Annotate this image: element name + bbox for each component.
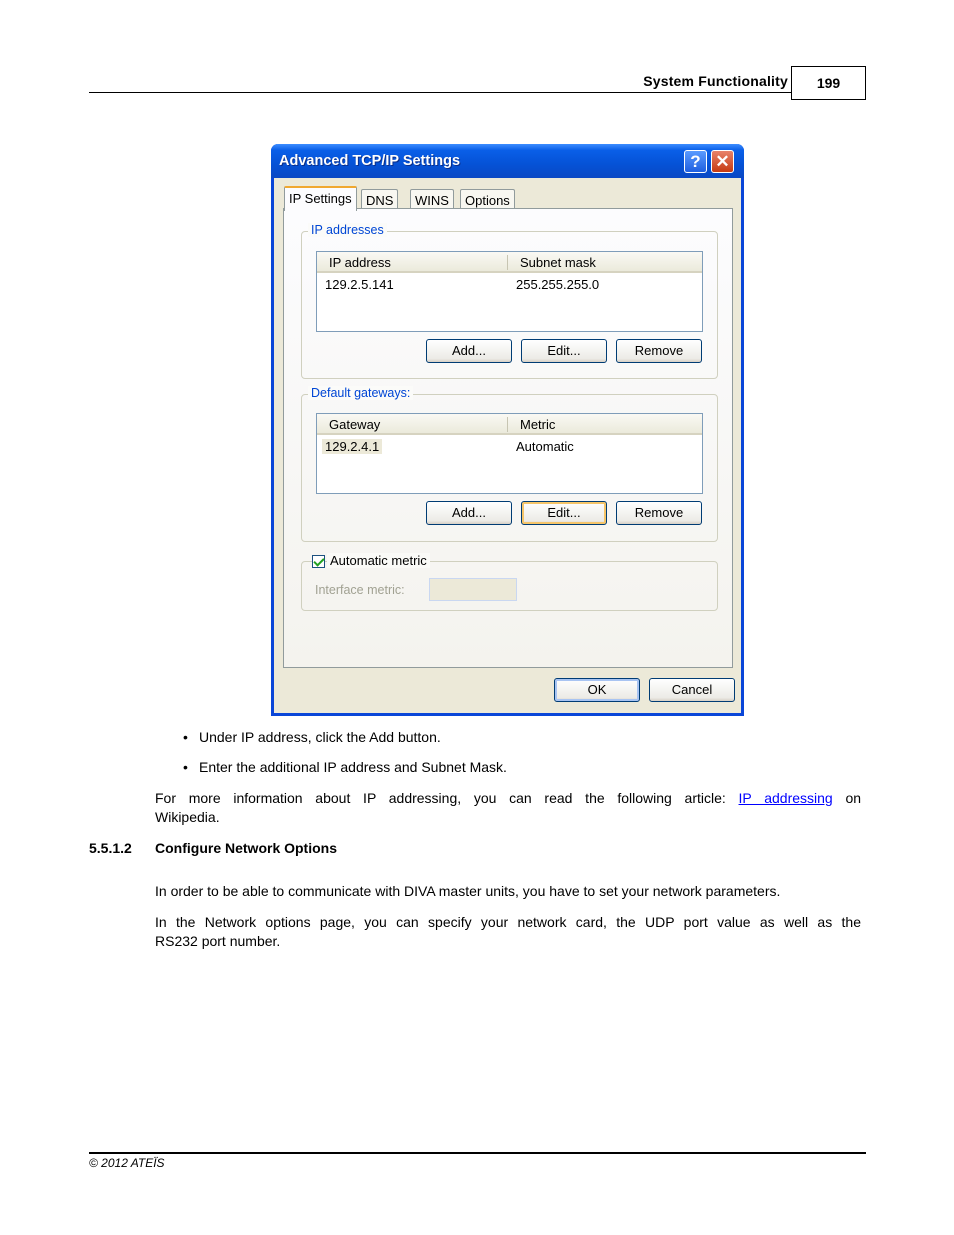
header-rule xyxy=(89,92,791,93)
column-separator xyxy=(507,417,508,432)
gateway-cell[interactable]: 129.2.4.1 xyxy=(322,439,382,454)
gateway-list[interactable] xyxy=(316,413,703,494)
ip-settings-panel xyxy=(283,208,733,668)
dialog-titlebar[interactable] xyxy=(271,144,744,178)
tab-ip-settings[interactable]: IP Settings xyxy=(284,186,357,211)
close-icon[interactable]: ✕ xyxy=(711,150,734,173)
gateway-edit-button[interactable]: Edit... xyxy=(521,501,607,525)
section-number: 5.5.1.2 xyxy=(89,840,132,856)
footer-copyright: © 2012 ATEÏS xyxy=(89,1156,165,1170)
info-text: For more information about IP addressing, you can read the following article: xyxy=(155,790,726,806)
info-line-2: Wikipedia. xyxy=(155,809,220,825)
footer-rule xyxy=(89,1152,866,1154)
ip-address-list[interactable] xyxy=(316,251,703,332)
advanced-tcpip-dialog xyxy=(271,144,744,716)
network-line-1: In the Network options page, you can specify your network card, the UDP port value as well as the xyxy=(155,914,861,930)
column-separator xyxy=(507,255,508,270)
info-line-1 xyxy=(155,789,861,808)
bullet-item xyxy=(184,759,507,775)
ok-button[interactable]: OK xyxy=(554,678,640,702)
page-number: 199 xyxy=(791,66,866,100)
gateway-remove-button[interactable]: Remove xyxy=(616,501,702,525)
dialog-title: Advanced TCP/IP Settings xyxy=(279,153,461,169)
network-line-2: RS232 port number. xyxy=(155,933,281,949)
bullet-text: Under IP address, click the Add button. xyxy=(199,729,441,745)
ip-list-header xyxy=(317,252,702,273)
interface-metric-label: Interface metric: xyxy=(315,583,405,597)
column-metric[interactable]: Metric xyxy=(520,417,556,432)
ip-edit-button[interactable]: Edit... xyxy=(521,339,607,363)
ip-addressing-link[interactable]: IP addressing xyxy=(738,790,833,806)
gateway-add-button[interactable]: Add... xyxy=(426,501,512,525)
column-subnet-mask[interactable]: Subnet mask xyxy=(520,255,596,270)
automatic-metric-checkbox[interactable] xyxy=(312,555,325,568)
bullet-item xyxy=(184,729,441,745)
gateway-list-header xyxy=(317,414,702,435)
cancel-button[interactable]: Cancel xyxy=(649,678,735,702)
gateways-label: Default gateways: xyxy=(308,386,413,400)
column-gateway[interactable]: Gateway xyxy=(329,417,381,432)
tab-dns[interactable]: DNS xyxy=(361,189,398,211)
ip-add-button[interactable]: Add... xyxy=(426,339,512,363)
info-text-after: on xyxy=(845,790,862,806)
tab-options[interactable]: Options xyxy=(460,189,515,211)
section-title: Configure Network Options xyxy=(155,840,337,856)
info-paragraph xyxy=(155,789,861,827)
ip-address-cell[interactable]: 129.2.5.141 xyxy=(325,277,394,292)
bullet-text: Enter the additional IP address and Subnet Mask. xyxy=(199,759,507,775)
ip-remove-button[interactable]: Remove xyxy=(616,339,702,363)
interface-metric-input[interactable] xyxy=(429,578,517,601)
automatic-metric-label[interactable]: Automatic metric xyxy=(327,553,430,568)
column-ip-address[interactable]: IP address xyxy=(329,255,391,270)
metric-cell[interactable]: Automatic xyxy=(516,439,574,454)
subnet-mask-cell[interactable]: 255.255.255.0 xyxy=(516,277,600,292)
tab-wins[interactable]: WINS xyxy=(410,189,454,211)
network-paragraph xyxy=(155,913,861,951)
help-icon[interactable]: ? xyxy=(684,150,707,173)
communication-paragraph: In order to be able to communicate with DIVA master units, you have to set your network parameters. xyxy=(155,883,781,899)
page-header-title: System Functionality xyxy=(643,73,788,89)
ip-addresses-label: IP addresses xyxy=(308,223,387,237)
